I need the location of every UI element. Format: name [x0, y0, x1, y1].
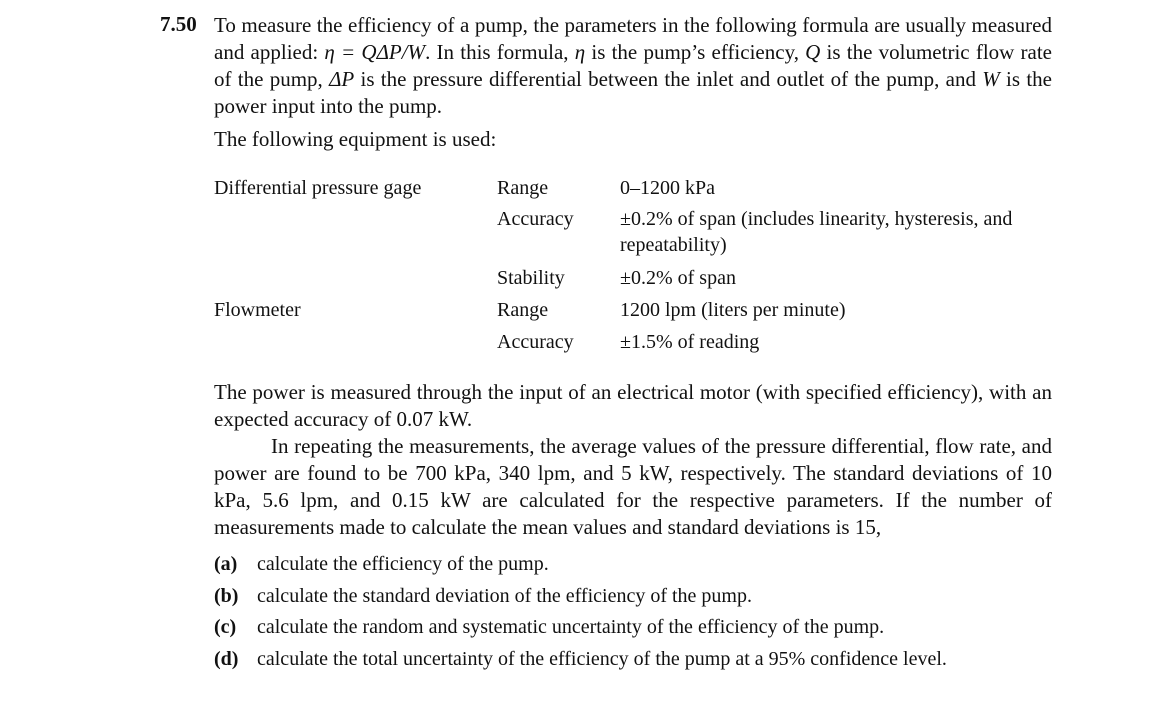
question-d-letter: (d): [214, 648, 239, 670]
problem-number: 7.50: [160, 12, 197, 36]
flowmeter-range-value: 1200 lpm (liters per minute): [620, 299, 846, 321]
question-b-letter: (b): [214, 585, 239, 607]
dp-symbol: ΔP: [329, 67, 355, 91]
measurements-paragraph: In repeating the measurements, the average values of the pressure differential, flow rate, and power are found to be 700 kPa, 340 lpm, and 5 kW, respectively. The standard deviations of 10 kPa, 5.6 lpm, and 0.15 kW are calculated for the respective parameters. If the number of measurements made to calculate the mean values and standard deviations is 15,: [214, 434, 1052, 539]
pressure-gage-accuracy-label: Accuracy: [497, 208, 574, 230]
pressure-gage-range-value: 0–1200 kPa: [620, 177, 715, 199]
question-a-letter: (a): [214, 553, 238, 575]
question-d-text: calculate the total uncertainty of the efficiency of the pump at a 95% confidence level.: [257, 648, 947, 670]
intro-text-b: . In this formula,: [425, 40, 575, 64]
intro-text-e: is the pressure differential between the inlet and outlet of the pump, and: [354, 67, 983, 91]
flowmeter-name: Flowmeter: [214, 299, 301, 321]
intro-text-d: is the volumetric flow rate of the pump,: [214, 40, 1053, 91]
intro-text-c: is the pump’s efficiency,: [585, 40, 806, 64]
flowmeter-accuracy-value: ±1.5% of reading: [620, 331, 760, 353]
w-symbol: W: [982, 67, 1000, 91]
flowmeter-accuracy-label: Accuracy: [497, 331, 574, 353]
problem-intro: [214, 12, 1052, 120]
flowmeter-range-label: Range: [497, 299, 549, 321]
pressure-gage-name: Differential pressure gage: [214, 177, 422, 199]
question-a-text: calculate the efficiency of the pump.: [257, 553, 549, 575]
intro-text-f: is the power input into the pump.: [214, 67, 1052, 118]
efficiency-formula: η = QΔP/W: [324, 40, 426, 64]
equipment-lead: The following equipment is used:: [214, 127, 497, 151]
question-c-letter: (c): [214, 616, 237, 638]
pressure-gage-range-label: Range: [497, 177, 549, 199]
question-c-text: calculate the random and systematic uncertainty of the efficiency of the pump.: [257, 616, 885, 638]
eta-symbol: η: [574, 40, 586, 64]
question-b-text: calculate the standard deviation of the efficiency of the pump.: [257, 585, 752, 607]
power-paragraph: The power is measured through the input of an electrical motor (with specified efficiency), with an expected accuracy of 0.07 kW.: [214, 380, 1052, 431]
q-symbol: Q: [805, 40, 821, 64]
pressure-gage-stability-value: ±0.2% of span: [620, 267, 736, 289]
intro-text-a: To measure the efficiency of a pump, the parameters in the following formula are usually measured and applied:: [214, 13, 1052, 64]
pressure-gage-accuracy-value: ±0.2% of span (includes linearity, hysteresis, and repeatability): [620, 208, 1013, 256]
pressure-gage-stability-label: Stability: [497, 267, 565, 289]
